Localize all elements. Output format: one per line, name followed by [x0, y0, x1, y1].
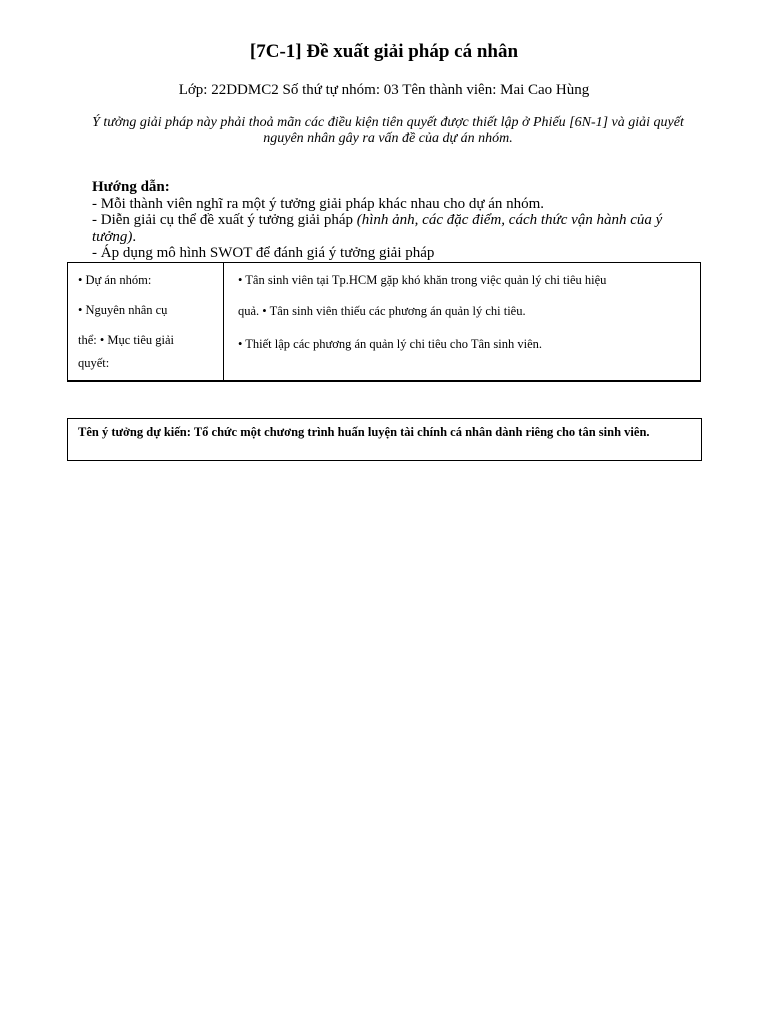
info-values-cell [224, 263, 700, 380]
guide-line-2-text: - Diễn giải cụ thể đề xuất ý tưởng giải pháp [92, 212, 357, 228]
class-group-member-line: Lớp: 22DDMC2 Số thứ tự nhóm: 03 Tên thành viên: Mai Cao Hùng [178, 82, 590, 98]
project-info-table [67, 262, 701, 381]
label-group-project: • Dự án nhóm: [78, 273, 152, 287]
value-line-1: • Tân sinh viên tại Tp.HCM gặp khó khăn trong việc quản lý chi tiêu hiệu [238, 273, 607, 287]
label-goal: thể: • Mục tiêu giải [78, 333, 175, 347]
page-title: [7C-1] Đề xuất giải pháp cá nhân [249, 41, 519, 62]
guide-line-2-end: . [132, 228, 137, 245]
label-goal-end: quyết: [78, 356, 110, 370]
value-line-2: quả. • Tân sinh viên thiếu các phương án quản lý chi tiêu. [238, 304, 526, 318]
guide-line-2 [89, 212, 689, 245]
value-line-3: • Thiết lập các phương án quản lý chi tiêu cho Tân sinh viên. [238, 337, 543, 351]
idea-name-box: Tên ý tưởng dự kiến: Tổ chức một chương trình huấn luyện tài chính cá nhân dành riêng cho tân sinh viên. [67, 418, 702, 461]
info-labels-cell [68, 263, 224, 380]
label-specific-cause: • Nguyên nhân cụ [78, 303, 168, 317]
guide-line-1: - Mỗi thành viên nghĩ ra một ý tưởng giải pháp khác nhau cho dự án nhóm. [92, 195, 545, 212]
guide-section [89, 179, 689, 262]
guide-heading: Hướng dẫn: [92, 179, 170, 195]
guide-line-2-italic: (hình ảnh, các đặc điểm, cách thức vận hành của ý tưởng) [92, 212, 663, 245]
requirement-note: Ý tưởng giải pháp này phải thoả mãn các điều kiện tiên quyết được thiết lập ở Phiếu [6N-1] và giải quyết nguyên nhân gây ra vấn đề của dự án nhóm. [92, 115, 684, 146]
guide-line-3: - Áp dụng mô hình SWOT để đánh giá ý tưởng giải pháp [92, 245, 435, 261]
